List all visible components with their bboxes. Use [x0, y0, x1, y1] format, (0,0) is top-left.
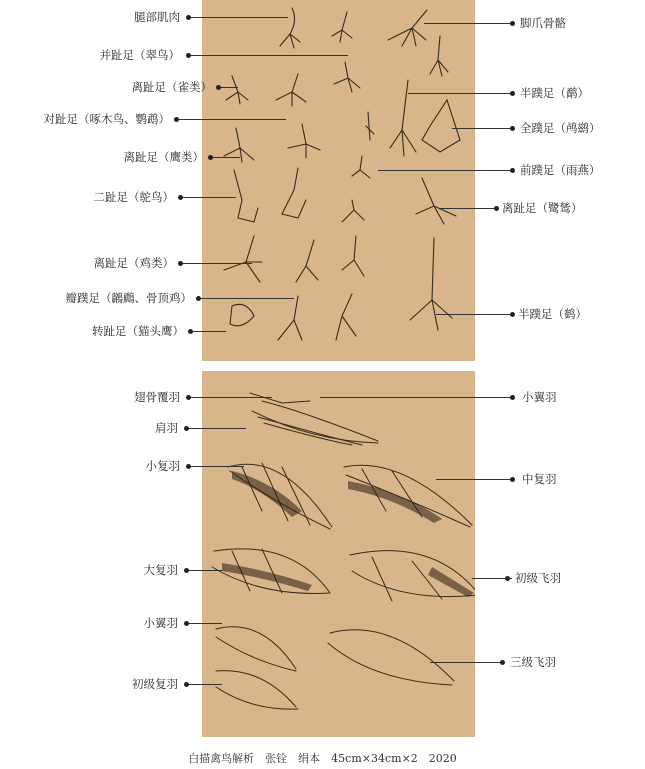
leader-line: [436, 314, 512, 315]
leader-line: [320, 397, 512, 398]
leader-dot: [184, 568, 189, 573]
leader-line: [188, 55, 348, 56]
label-alula-lower: 小翼羽: [143, 616, 178, 630]
label-anisodactyl-sparrow: 离趾足（雀类）: [131, 80, 212, 94]
leader-dot: [500, 660, 505, 665]
leader-dot: [510, 168, 515, 173]
label-marginal-coverts: 翅骨覆羽: [134, 390, 180, 404]
leader-line: [408, 93, 512, 94]
leader-line: [180, 263, 252, 264]
leader-dot: [184, 426, 189, 431]
leader-line: [210, 157, 240, 158]
leader-dot: [216, 85, 221, 90]
leader-dot: [184, 682, 189, 687]
leader-dot: [178, 195, 183, 200]
leader-dot: [174, 117, 179, 122]
leader-line: [186, 428, 246, 429]
leader-line: [188, 466, 244, 467]
label-pamprodactyl: 前蹼足（雨燕）: [520, 163, 601, 177]
label-lobate: 瓣蹼足（鸊鷉、骨顶鸡）: [65, 291, 192, 305]
label-syndactyl: 并趾足（翠鸟）: [99, 48, 180, 62]
leader-dot: [510, 126, 515, 131]
label-semipalmate-heron: 半蹼足（鹬）: [520, 86, 589, 100]
label-tertials: 三级飞羽: [510, 655, 556, 669]
label-greater-coverts: 大复羽: [143, 563, 178, 577]
leader-dot: [510, 21, 515, 26]
leader-line: [186, 570, 222, 571]
leader-dot: [510, 312, 515, 317]
label-primary-coverts: 初级复羽: [132, 677, 178, 691]
leader-dot: [510, 477, 515, 482]
leader-line: [188, 397, 272, 398]
leader-dot: [494, 206, 499, 211]
leader-dot: [186, 395, 191, 400]
label-anisodactyl-eagle: 离趾足（鹰类）: [123, 150, 204, 164]
leader-line: [378, 170, 512, 171]
leader-line: [198, 298, 294, 299]
label-anisodactyl-chicken: 离趾足（鸡类）: [93, 256, 174, 270]
leader-line: [430, 662, 502, 663]
leader-dot: [510, 91, 515, 96]
leader-dot: [178, 261, 183, 266]
label-zygodactyl: 对趾足（啄木鸟、鹦鹉）: [43, 112, 170, 126]
label-totipalmate: 全蹼足（鸬鹚）: [520, 121, 601, 135]
wing-drawings: [202, 371, 475, 737]
leader-line: [176, 119, 286, 120]
leader-line: [188, 17, 288, 18]
leader-dot: [196, 296, 201, 301]
leader-line: [218, 87, 238, 88]
leader-line: [186, 623, 222, 624]
label-scapulars: 肩羽: [155, 421, 178, 435]
wings-painting-panel: [202, 371, 475, 737]
leader-dot: [188, 329, 193, 334]
label-foot-skeleton: 脚爪骨骼: [520, 16, 566, 30]
leader-dot: [208, 155, 213, 160]
label-primaries: 初级飞羽: [515, 571, 561, 585]
label-alula: 小翼羽: [522, 390, 557, 404]
label-heterodactyl: 转趾足（猫头鹰）: [92, 324, 184, 338]
leader-line: [190, 331, 226, 332]
leader-dot: [184, 621, 189, 626]
artwork-caption: 白描禽鸟解析 张铨 绢本 45cm×34cm×2 2020: [188, 752, 457, 765]
label-lesser-coverts: 小复羽: [145, 459, 180, 473]
leader-dot: [186, 15, 191, 20]
leader-dot: [186, 53, 191, 58]
label-leg-muscle: 腿部肌肉: [134, 10, 180, 24]
leader-line: [186, 684, 222, 685]
leader-line: [452, 128, 512, 129]
label-didactyl: 二趾足（鸵鸟）: [93, 190, 174, 204]
label-anisodactyl-egret: 离趾足（鹭鸶）: [502, 201, 583, 215]
leader-line: [436, 479, 512, 480]
label-median-coverts: 中复羽: [522, 472, 557, 486]
leader-dot: [186, 464, 191, 469]
label-semipalmate-crane: 半蹼足（鹤）: [518, 307, 587, 321]
leader-dot: [505, 576, 510, 581]
leader-line: [424, 23, 512, 24]
leader-line: [180, 197, 236, 198]
leader-line: [440, 208, 496, 209]
leader-dot: [510, 395, 515, 400]
